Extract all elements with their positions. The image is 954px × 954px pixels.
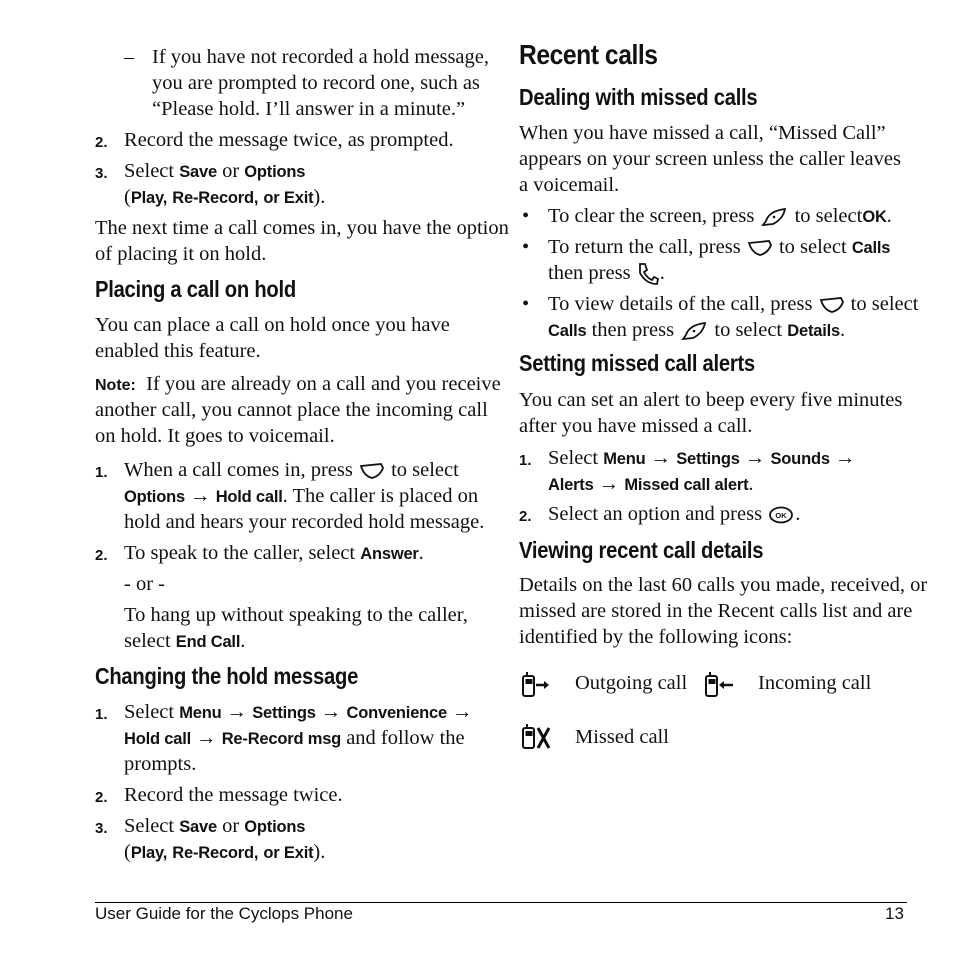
section-heading-changing: Changing the hold message — [95, 663, 359, 689]
paragraph-line: identified by the following icons: — [519, 626, 793, 648]
outgoing-call-label: Outgoing call — [575, 672, 688, 694]
step-text: Record the message twice. — [124, 784, 343, 806]
paragraph-line: after you have missed a call. — [519, 415, 753, 437]
note-line: another call, you cannot place the incoming call — [95, 399, 488, 421]
convenience-label: Convenience — [346, 704, 447, 722]
footer-rule — [95, 902, 907, 903]
text: . — [240, 630, 246, 652]
step-line — [548, 501, 800, 527]
text: ( — [124, 841, 131, 863]
dash-item-line-1: If you have not recorded a hold message, — [152, 46, 489, 68]
step-number: 3. — [95, 820, 108, 837]
paragraph-line: of placing it on hold. — [95, 243, 267, 265]
hold-call-label: Hold call — [124, 730, 191, 748]
dash-item-line-2: you are prompted to record one, such as — [152, 72, 480, 94]
end-call-label: End Call — [175, 633, 241, 651]
step-line — [124, 725, 465, 752]
paragraph-line: appears on your screen unless the caller leaves — [519, 148, 901, 170]
options-label: Options — [244, 818, 306, 836]
text: ( — [124, 186, 131, 208]
step-save-options-line — [124, 158, 305, 185]
text: Select — [124, 160, 175, 182]
bullet: • — [522, 293, 530, 315]
rerecord-label: Re-Record — [172, 189, 254, 207]
or-separator: - or - — [124, 573, 165, 595]
text: and follow the — [346, 727, 465, 749]
settings-label: Settings — [676, 450, 740, 468]
incoming-call-icon — [703, 670, 735, 700]
step-choices-line — [124, 184, 325, 211]
text: . The caller is placed on — [282, 485, 479, 507]
text: , — [162, 189, 168, 207]
right-softkey-icon — [818, 295, 846, 315]
paragraph-line: You can place a call on hold once you have — [95, 314, 450, 336]
text: then press — [591, 319, 675, 341]
text: to select — [391, 459, 459, 481]
sounds-label: Sounds — [770, 450, 830, 468]
text: to select — [850, 293, 919, 315]
text: select — [124, 630, 171, 652]
text: or — [222, 160, 240, 182]
arrow: → — [190, 485, 211, 507]
ok-key-text: OK — [775, 511, 787, 521]
outgoing-call-icon — [520, 670, 552, 700]
bullet: • — [522, 236, 530, 258]
text: . — [839, 319, 846, 341]
text: . — [886, 205, 892, 227]
text: . — [418, 542, 424, 564]
save-label: Save — [179, 818, 217, 836]
incoming-call-label: Incoming call — [758, 672, 872, 694]
text: . — [659, 262, 665, 284]
footer-title: User Guide for the Cyclops Phone — [95, 904, 353, 923]
options-label: Options — [244, 163, 306, 181]
right-softkey-icon — [746, 238, 774, 258]
step-line — [548, 445, 855, 472]
step-line: prompts. — [124, 753, 197, 775]
section-heading-missed: Dealing with missed calls — [519, 84, 758, 110]
arrow: → — [650, 447, 672, 469]
step-number: 1. — [95, 706, 108, 723]
step-number: 3. — [95, 165, 108, 182]
bullet-line — [548, 291, 918, 317]
step-number: 2. — [95, 134, 108, 151]
exit-label: or Exit — [263, 844, 314, 862]
missed-call-label: Missed call — [575, 726, 669, 748]
text: Select — [124, 815, 175, 837]
section-heading-viewing: Viewing recent call details — [519, 537, 764, 563]
missed-call-icon — [520, 722, 552, 752]
text: . — [320, 841, 326, 863]
step-save-options-line — [124, 813, 305, 840]
step-line — [124, 540, 424, 567]
bullet-line — [548, 203, 892, 230]
step-text: Record the message twice, as prompted. — [124, 129, 454, 151]
page-number: 13 — [885, 904, 904, 923]
text: Select — [548, 447, 599, 469]
text: Select — [124, 701, 175, 723]
menu-label: Menu — [603, 450, 646, 468]
arrow: → — [598, 473, 620, 495]
step-line — [124, 699, 473, 726]
text: to select — [794, 205, 863, 227]
step-line: hold and hears your recorded hold message. — [124, 511, 485, 533]
step-line: To hang up without speaking to the caller, — [124, 604, 468, 626]
right-softkey-icon — [358, 461, 386, 481]
text: To clear the screen, press — [548, 205, 755, 227]
bullet-line — [548, 317, 845, 344]
step-number: 2. — [95, 547, 108, 564]
calls-label: Calls — [851, 239, 891, 257]
text: , — [253, 189, 259, 207]
exit-label: or Exit — [263, 189, 314, 207]
paragraph-line: a voicemail. — [519, 174, 620, 196]
calls-label: Calls — [548, 322, 587, 340]
rerecord-label: Re-Record — [172, 844, 254, 862]
details-label: Details — [787, 322, 840, 340]
step-line — [548, 471, 754, 498]
text: Select an option and press — [548, 503, 763, 525]
missed-call-alert-label: Missed call alert — [624, 476, 749, 494]
arrow: → — [320, 701, 342, 723]
text: If you are already on a call and you receive — [146, 373, 501, 395]
dash-marker: – — [124, 46, 135, 68]
left-softkey-icon — [759, 206, 789, 228]
arrow: → — [226, 701, 248, 723]
arrow: → — [744, 447, 766, 469]
options-label: Options — [124, 488, 185, 506]
text: . — [748, 473, 754, 495]
play-label: Play — [130, 189, 163, 207]
text: . — [795, 503, 801, 525]
save-label: Save — [179, 163, 217, 181]
arrow: → — [834, 447, 856, 469]
step-number: 1. — [95, 464, 108, 481]
section-heading-alerts: Setting missed call alerts — [519, 350, 755, 376]
dash-item-line-3: “Please hold. I’ll answer in a minute.” — [152, 98, 466, 120]
section-heading-placing: Placing a call on hold — [95, 276, 296, 302]
text: ) — [313, 841, 321, 863]
paragraph-line: You can set an alert to beep every five minutes — [519, 389, 903, 411]
bullet-line — [548, 260, 665, 287]
rerecord-msg-label: Re-Record msg — [221, 730, 342, 748]
answer-label: Answer — [360, 545, 419, 563]
paragraph-line: When you have missed a call, “Missed Call” — [519, 122, 886, 144]
paragraph-line: missed are stored in the Recent calls list and are — [519, 600, 913, 622]
bullet: • — [522, 205, 530, 227]
text: To view details of the call, press — [548, 293, 813, 315]
menu-label: Menu — [179, 704, 222, 722]
paragraph-line: The next time a call comes in, you have the option — [95, 217, 509, 239]
paragraph-line: Details on the last 60 calls you made, received, or — [519, 574, 928, 596]
text: When a call comes in, press — [124, 459, 353, 481]
text: , — [162, 844, 168, 862]
note-line — [95, 371, 501, 399]
paragraph-line: enabled this feature. — [95, 340, 261, 362]
step-choices-line — [124, 839, 325, 866]
page-title: Recent calls — [519, 39, 658, 70]
text: to select — [714, 319, 783, 341]
text: , — [253, 844, 259, 862]
step-number: 2. — [95, 789, 108, 806]
hold-call-label: Hold call — [215, 488, 283, 506]
play-label: Play — [130, 844, 163, 862]
text: then press — [548, 262, 631, 284]
text: ). — [313, 186, 326, 208]
text: or — [222, 815, 240, 837]
arrow: → — [196, 727, 217, 749]
step-line — [124, 457, 459, 483]
text: To speak to the caller, select — [124, 542, 356, 564]
arrow: → — [452, 701, 473, 723]
alerts-label: Alerts — [548, 476, 594, 494]
bullet-line — [548, 234, 890, 261]
note-label: Note: — [95, 377, 136, 394]
step-number: 1. — [519, 452, 532, 469]
ok-label: OK — [862, 208, 887, 226]
step-number: 2. — [519, 508, 532, 525]
step-line — [124, 483, 478, 510]
text: To return the call, press — [548, 236, 741, 258]
left-softkey-icon — [679, 320, 709, 342]
send-key-icon — [636, 261, 660, 287]
ok-key-icon — [767, 505, 795, 525]
note-line: on hold. It goes to voicemail. — [95, 425, 335, 447]
step-line — [124, 628, 245, 655]
text: to select — [778, 236, 847, 258]
settings-label: Settings — [252, 704, 316, 722]
